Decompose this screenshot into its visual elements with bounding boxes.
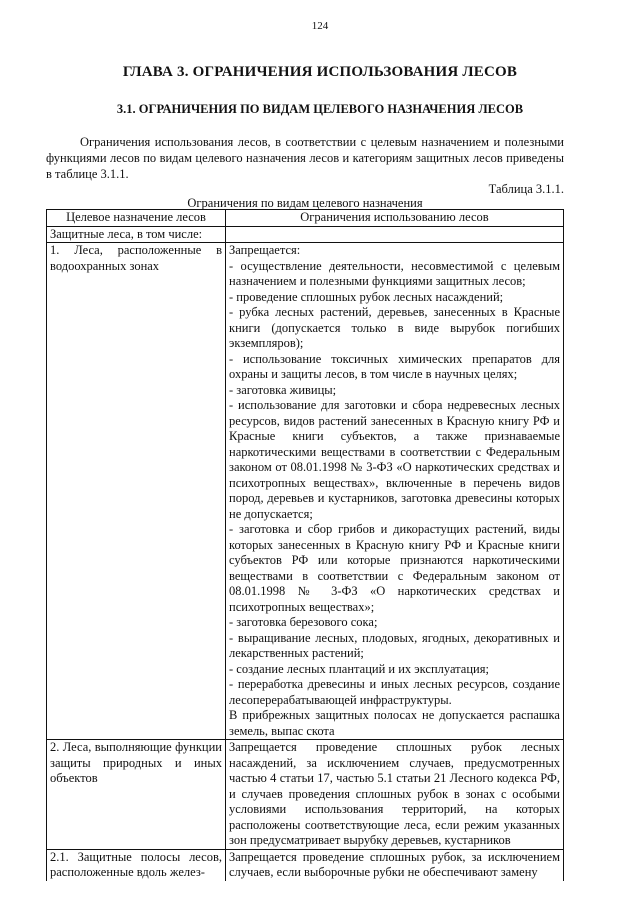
restrictions-table [46, 209, 564, 881]
table-row [47, 849, 564, 881]
restriction-item: - создание лесных плантаций и их эксплуатация; [229, 661, 489, 676]
group-cell: Защитные леса, в том числе: [47, 226, 226, 243]
restriction-item: - заготовка березового сока; [229, 615, 378, 629]
restrictions-cell [226, 243, 564, 740]
table-caption: Ограничения по видам целевого назначения [187, 196, 423, 210]
table-number-label: Таблица 3.1.1. [488, 182, 564, 196]
table-header-row [47, 210, 564, 227]
restriction-item: - заготовка живицы; [229, 382, 337, 397]
table-group-row [47, 226, 564, 243]
group-cell-empty [226, 226, 564, 243]
restriction-item: - выращивание лесных, плодовых, ягодных, декоративных и лекарственных растений; [229, 630, 560, 660]
header-cell-restrictions: Ограничения использованию лесов [226, 210, 564, 227]
restriction-item: - переработка древесины и иных лесных ресурсов, создание лесоперерабатывающей инфраструктуры. [229, 677, 560, 707]
restrictions-cell [226, 849, 564, 881]
purpose-cell: 2. Леса, выполняющие функции защиты природных и иных объектов [47, 740, 226, 850]
page-number: 124 [311, 20, 329, 32]
restriction-item: Запрещается: [229, 243, 301, 257]
restriction-item: Запрещается проведение сплошных рубок, за исключением случаев, если выборочные рубки не обеспечивают замену [229, 849, 560, 879]
restriction-item: - использование токсичных химических препаратов для охраны и защиты лесов, в том числе в научных целях; [229, 351, 560, 381]
chapter-title: ГЛАВА 3. ОГРАНИЧЕНИЯ ИСПОЛЬЗОВАНИЯ ЛЕСОВ [122, 64, 518, 80]
restriction-item: - проведение сплошных рубок лесных насаждений; [229, 289, 504, 304]
restriction-item: В прибрежных защитных полосах не допускается распашка земель, выпас скота [229, 708, 560, 738]
section-title: 3.1. ОГРАНИЧЕНИЯ ПО ВИДАМ ЦЕЛЕВОГО НАЗНАЧЕНИЯ ЛЕСОВ [116, 102, 524, 116]
restriction-item: - осуществление деятельности, несовместимой с целевым назначением и полезными функциями защитных лесов; [229, 258, 560, 288]
table-row [47, 740, 564, 850]
purpose-cell: 1. Леса, расположенные в водоохранных зонах [47, 243, 226, 740]
intro-paragraph: Ограничения использования лесов, в соответствии с целевым назначением и полезными функциями лесов по видам целевого назначения лесов и категориям защитных лесов приведены в таблице 3.1.1. [46, 135, 564, 181]
restriction-item: - заготовка и сбор грибов и дикорастущих растений, виды которых занесенных в Красную книгу РФ и Красные книги субъектов РФ или которые признаются наркотическими веществами в соответствии с Федеральным законом от 08.01.1998 № 3-ФЗ «О наркотических средствах и психотропных веществах»; [229, 522, 560, 614]
restriction-item: - использование для заготовки и сбора недревесных лесных ресурсов, видов растений занесенных в Красную книгу РФ и Красные книги субъектов, а также признаваемые наркотическими веществами в соответствии с Федеральным законом от 08.01.1998 № 3-ФЗ «О наркотических средствах и психотропных веществах», включенные в перечень видов пород, деревьев и кустарников, заготовка древесины которых не допускается; [229, 398, 560, 521]
purpose-cell: 2.1. Защитные полосы лесов, расположенные вдоль желез- [47, 849, 226, 881]
restrictions-cell [226, 740, 564, 850]
header-cell-purpose: Целевое назначение лесов [47, 210, 226, 227]
restriction-item: - рубка лесных растений, деревьев, занесенных в Красные книги (допускается только в виде вырубок погибших экземпляров); [229, 305, 560, 350]
table-row [47, 243, 564, 740]
restriction-item: Запрещается проведение сплошных рубок лесных насаждений, за исключением случаев, предусмотренных частью 4 статьи 17, частью 5.1 статьи 21 Лесного кодекса РФ, и случаев проведения сплошных рубок в зонах с особыми условиями использования территорий, на которых расположены соответствующие леса, если режим указанных зон предусматривает вырубку деревьев, кустарников [229, 740, 560, 847]
